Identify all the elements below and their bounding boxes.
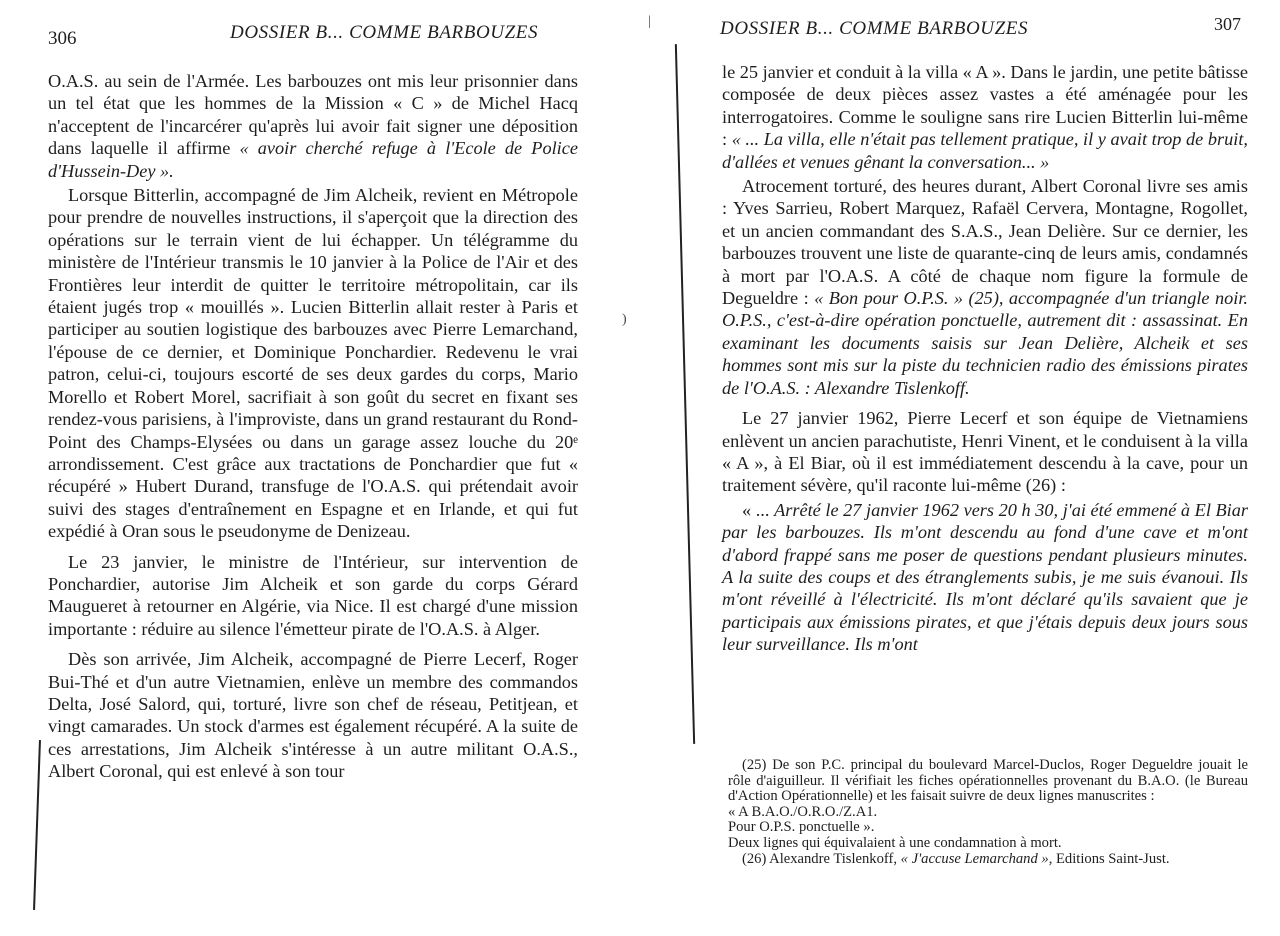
footnote-line: Deux lignes qui équivalaient à une condamnation à mort. [728, 834, 1062, 851]
pencil-mark: | [648, 14, 651, 29]
running-head-left: DOSSIER B... COMME BARBOUZES [230, 22, 539, 43]
paragraph: « ... Arrêté le 27 janvier 1962 vers 20 h 30, j'ai été emmené à El Biar par les barbouzes. Ils m'ont descendu au fond d'une cave et m'ont d'abord frappé sans me poser de questions pendant plusieurs minutes. A la suite des coups et des étranglements subis, je me suis évanoui. Ils m'ont réveillé à l'électricité. Ils m'ont déclaré qu'ils savaient que je participais aux émissions pirates, et que j'étais depuis deux jours sous leur surveillance. Ils m'ont [722, 499, 1248, 655]
running-head-right: DOSSIER B... COMME BARBOUZES [720, 18, 1029, 39]
paragraph: Lorsque Bitterlin, accompagné de Jim Alcheik, revient en Métropole pour prendre de nouvelles instructions, il s'aperçoit que la direction des opérations sur le terrain vient de lui échapper. Un télégramme du ministère de l'Intérieur transmis le 10 janvier à la Police de l'Air et des Frontières leur interdit de quitter le territoire métropolitain, car ils étaient jugés trop « mouillés ». Lucien Bitterlin allait rester à Paris et participer au soutien logistique des barbouzes avec Pierre Lemarchand, l'épouse de ce dernier, et Dominique Ponchardier. Redevenu le vrai patron, celui-ci, toujours escorté de ses deux gardes du corps, Mario Morello et Robert Morel, sacrifiait à son goût du secret en fixant ses rendez-vous parisiens, à l'improviste, dans un grand restaurant du Rond-Point des Champs-Elysées ou dans un garage assez louche du 20ᵉ arrondissement. C'est grâce aux tractations de Ponchardier que fut « récupéré » Hubert Durand, transfuge de l'O.A.S. qui prétendait avoir suivi des stages d'entraînement en Espagne et en Irlande, et qui fut expédié à Oran sous le pseudonyme de Denizeau. [48, 185, 578, 542]
footnote-quote-line: Pour O.P.S. ponctuelle ». [728, 819, 875, 836]
footnote-25: (25) De son P.C. principal du boulevard Marcel-Duclos, Roger Degueldre jouait le rôle d'aiguilleur. Il vérifiait les fiches opérationnelles provenant du B.A.O. (le Bureau d'Action Opérationnelle) et les faisait suivre de deux lignes manuscrites : [728, 757, 1248, 805]
page-number-right: 307 [1214, 14, 1241, 34]
left-body-text [48, 70, 578, 783]
paragraph: Atrocement torturé, des heures durant, Albert Coronal livre ses amis : Yves Sarrieu, Robert Marquez, Rafaël Cervera, Montagne, Rogollet, et un ancien commandant des S.A.S., Jean Delière. Sur ce dernier, les barbouzes trouvent une liste de quarante-cinq de leurs amis, condamnés à mort par l'O.A.S. A côté de chaque nom figure la formule de Degueldre : « Bon pour O.P.S. » (25), accompagnée d'un triangle noir. O.P.S., c'est-à-dire opération ponctuelle, autrement dit : assassinat. En examinant les documents saisis sur Jean Delière, Alcheik et ses hommes sont mis sur la piste du technicien radio des émissions pirates de l'O.A.S. : Alexandre Tislenkoff. [722, 176, 1248, 398]
page-number-left: 306 [48, 28, 77, 49]
right-page [622, 0, 1280, 936]
paragraph: O.A.S. au sein de l'Armée. Les barbouzes ont mis leur prisonnier dans un tel état que les hommes de la Mission « C » de Michel Hacq n'acceptent de l'incarcérer qu'après lui avoir fait signer une déposition dans laquelle il affirme « avoir cherché refuge à l'Ecole de Police d'Hussein-Dey ». [48, 71, 578, 181]
footnotes [728, 758, 1248, 867]
margin-bracket-mark [33, 740, 41, 910]
right-body-text [722, 61, 1248, 656]
paragraph: Le 27 janvier 1962, Pierre Lecerf et son équipe de Vietnamiens enlèvent un ancien parachutiste, Henri Vinent, et le conduisent à la villa « A », à El Biar, où il est immédiatement descendu à la cave, pour un traitement sévère, qu'il raconte lui-même (26) : [722, 408, 1248, 496]
footnote-quote-line: « A B.A.O./O.R.O./Z.A1. [728, 803, 878, 820]
paragraph: Dès son arrivée, Jim Alcheik, accompagné de Pierre Lecerf, Roger Bui-Thé et d'un autre Vietnamien, enlève un membre des commandos Delta, José Salord, qui, torturé, livre son chef de réseau, Petitjean, et vingt camarades. Un stock d'armes est également récupéré. A la suite de ces arrestations, Jim Alcheik s'intéresse à un autre militant O.A.S., Albert Coronal, qui est enlevé à son tour [48, 649, 578, 782]
footnote-26: (26) Alexandre Tislenkoff, « J'accuse Lemarchand », Editions Saint-Just. [742, 850, 1170, 867]
paragraph: Le 23 janvier, le ministre de l'Intérieur, sur intervention de Ponchardier, autorise Jim Alcheik et son garde du corps Gérard Maugueret à retourner en Algérie, via Nice. Il est chargé d'une mission importante : réduire au silence l'émetteur pirate de l'O.A.S. à Alger. [48, 551, 578, 639]
margin-bracket-mark [675, 44, 695, 744]
pencil-mark: ) [622, 312, 627, 327]
paragraph: le 25 janvier et conduit à la villa « A ». Dans le jardin, une petite bâtisse composée de deux pièces assez vastes a été aménagée pour les interrogatoires. Comme le souligne sans rire Lucien Bitterlin lui-même : « ... La villa, elle n'était pas tellement pratique, il y avait trop de bruit, d'allées et venues gênant la conversation... » [722, 62, 1248, 172]
